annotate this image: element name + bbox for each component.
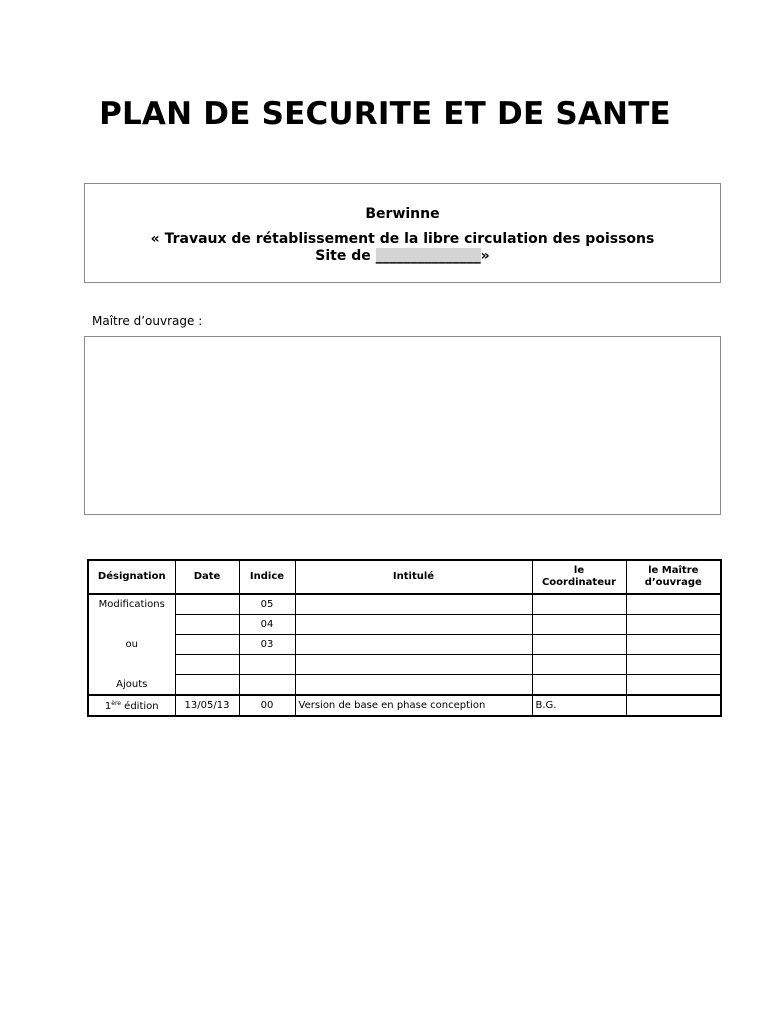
table-row <box>88 655 721 675</box>
designation-ajouts: Ajouts <box>88 675 175 696</box>
cell-date <box>175 635 239 655</box>
cell-intitule <box>295 655 532 675</box>
table-row <box>88 635 721 655</box>
designation-modifications: Modifications <box>88 594 175 615</box>
header-maitre-line2: d’ouvrage <box>644 577 702 588</box>
table-header-row <box>88 560 721 594</box>
cell-date <box>175 655 239 675</box>
project-header-box <box>84 183 721 283</box>
header-coordinateur-line2: Coordinateur <box>541 577 617 588</box>
cell-intitule <box>295 675 532 696</box>
header-intitule: Intitulé <box>295 560 532 594</box>
document-title: PLAN DE SECURITE ET DE SANTE <box>99 96 671 132</box>
project-description: « Travaux de rétablissement de la libre circulation des poissons <box>150 231 655 247</box>
maitre-ouvrage-box <box>84 336 721 515</box>
table-row <box>88 615 721 635</box>
table-row <box>88 695 721 716</box>
header-coordinateur-line1: le <box>573 565 585 576</box>
table-row <box>88 594 721 615</box>
cell-date: 13/05/13 <box>175 695 239 716</box>
designation-ou: ou <box>88 635 175 655</box>
header-date: Date <box>175 560 239 594</box>
header-indice: Indice <box>239 560 295 594</box>
cell-coordinateur <box>532 635 626 655</box>
cell-indice <box>239 655 295 675</box>
revision-table <box>87 559 722 717</box>
cell-coordinateur <box>532 675 626 696</box>
cell-indice: 05 <box>239 594 295 615</box>
cell-intitule <box>295 594 532 615</box>
cell-date <box>175 675 239 696</box>
cell-intitule: Version de base en phase conception <box>295 695 532 716</box>
maitre-ouvrage-label: Maître d’ouvrage : <box>92 314 203 328</box>
edition-superscript: ère <box>111 699 121 707</box>
cell-indice <box>239 675 295 696</box>
cell-coordinateur <box>532 615 626 635</box>
site-suffix: » <box>480 248 490 264</box>
edition-number: 1 <box>104 700 112 712</box>
designation-first-edition <box>88 695 175 716</box>
project-site-line <box>85 248 720 264</box>
cell-coordinateur <box>532 594 626 615</box>
cell-indice: 00 <box>239 695 295 716</box>
cell-maitre <box>626 615 721 635</box>
table-row <box>88 675 721 696</box>
header-maitre-line1: le Maître <box>648 565 699 576</box>
edition-word: édition <box>120 700 159 712</box>
site-name-field: _______________ <box>375 248 481 264</box>
header-coordinateur <box>532 560 626 594</box>
project-location: Berwinne <box>365 206 440 222</box>
cell-coordinateur <box>532 655 626 675</box>
cell-intitule <box>295 615 532 635</box>
cell-maitre <box>626 594 721 615</box>
cell-maitre <box>626 695 721 716</box>
designation-blank <box>88 615 175 635</box>
cell-date <box>175 615 239 635</box>
header-maitre-ouvrage <box>626 560 721 594</box>
header-designation: Désignation <box>88 560 175 594</box>
cell-indice: 03 <box>239 635 295 655</box>
cell-maitre <box>626 635 721 655</box>
cell-maitre <box>626 675 721 696</box>
cell-date <box>175 594 239 615</box>
cell-indice: 04 <box>239 615 295 635</box>
cell-coordinateur: B.G. <box>532 695 626 716</box>
cell-maitre <box>626 655 721 675</box>
site-prefix: Site de <box>315 248 376 264</box>
designation-blank <box>88 655 175 675</box>
cell-intitule <box>295 635 532 655</box>
